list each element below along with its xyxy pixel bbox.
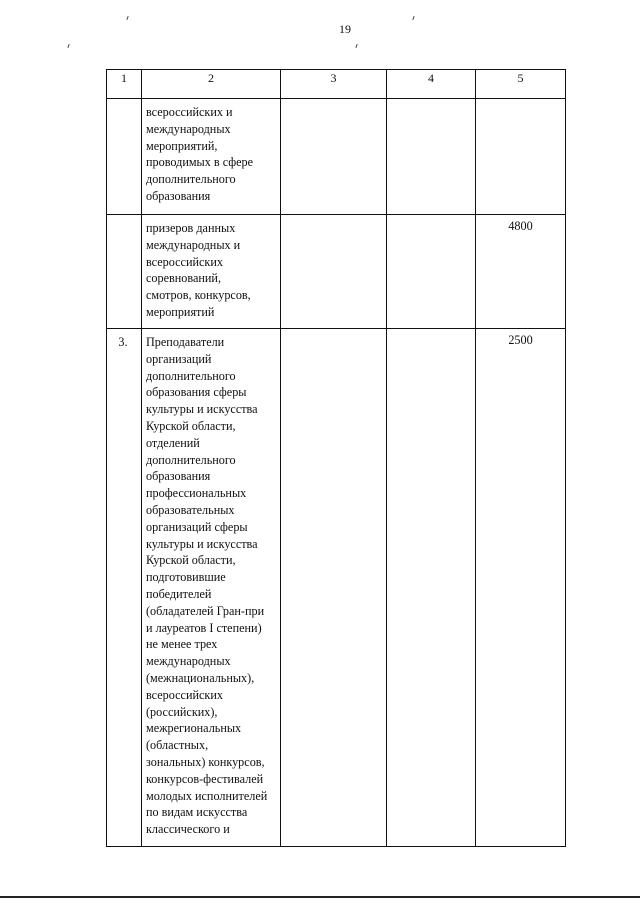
row-description: Преподаватели организаций дополнительного образования сферы культуры и искусства Курской области, отделений дополнительного образования профессиональных образовательных организаций сферы культуры и искусства Курской области, подготовившие победителей (обладателей Гран-при и лауреатов I степени) не менее трех международных (межнациональных), всероссийских (российских), межрегиональных (областных, зональных) конкурсов, конкурсов-фестивалей молодых исполнителей по видам искусства классического и bbox=[146, 335, 268, 837]
col3-cell bbox=[281, 99, 387, 215]
col3-value bbox=[281, 329, 386, 332]
row-description: призеров данных международных и всероссийских соревнований, смотров, конкурсов, мероприятий bbox=[146, 221, 251, 319]
col4-value bbox=[387, 99, 475, 102]
col5-cell bbox=[476, 329, 566, 847]
col5-cell bbox=[476, 215, 566, 329]
col4-cell bbox=[387, 329, 476, 847]
scan-speck bbox=[412, 16, 414, 20]
column-header: 4 bbox=[387, 70, 476, 99]
column-header: 3 bbox=[281, 70, 387, 99]
row-number-cell bbox=[107, 329, 142, 847]
row-number bbox=[107, 99, 141, 104]
col3-value bbox=[281, 215, 386, 218]
col3-cell bbox=[281, 329, 387, 847]
col4-value bbox=[387, 215, 475, 218]
col4-cell bbox=[387, 215, 476, 329]
col5-cell bbox=[476, 99, 566, 215]
row-description: всероссийских и международных мероприятий, проводимых в сфере дополнительного образования bbox=[146, 105, 254, 203]
row-number: 3. bbox=[118, 335, 128, 349]
description-cell bbox=[142, 99, 281, 215]
table-row bbox=[107, 215, 566, 329]
col3-cell bbox=[281, 215, 387, 329]
description-cell bbox=[142, 329, 281, 847]
table-row bbox=[107, 329, 566, 847]
table-header-row bbox=[107, 70, 566, 99]
scan-speck bbox=[126, 16, 128, 20]
scan-speck bbox=[355, 44, 357, 48]
row-number-cell bbox=[107, 215, 142, 329]
page-number: 19 bbox=[339, 22, 351, 36]
column-header: 5 bbox=[476, 70, 566, 99]
col4-cell bbox=[387, 99, 476, 215]
column-header: 1 bbox=[107, 70, 142, 99]
description-cell bbox=[142, 215, 281, 329]
page-bottom-edge bbox=[0, 896, 640, 898]
column-header: 2 bbox=[142, 70, 281, 99]
table-row bbox=[107, 99, 566, 215]
row-number-cell bbox=[107, 99, 142, 215]
col3-value bbox=[281, 99, 386, 102]
col4-value bbox=[387, 329, 475, 332]
row-number bbox=[107, 215, 141, 220]
data-table bbox=[106, 69, 566, 847]
scan-speck bbox=[67, 44, 69, 48]
col5-value bbox=[476, 99, 565, 102]
col5-value: 2500 bbox=[508, 333, 533, 347]
col5-value: 4800 bbox=[508, 219, 533, 233]
